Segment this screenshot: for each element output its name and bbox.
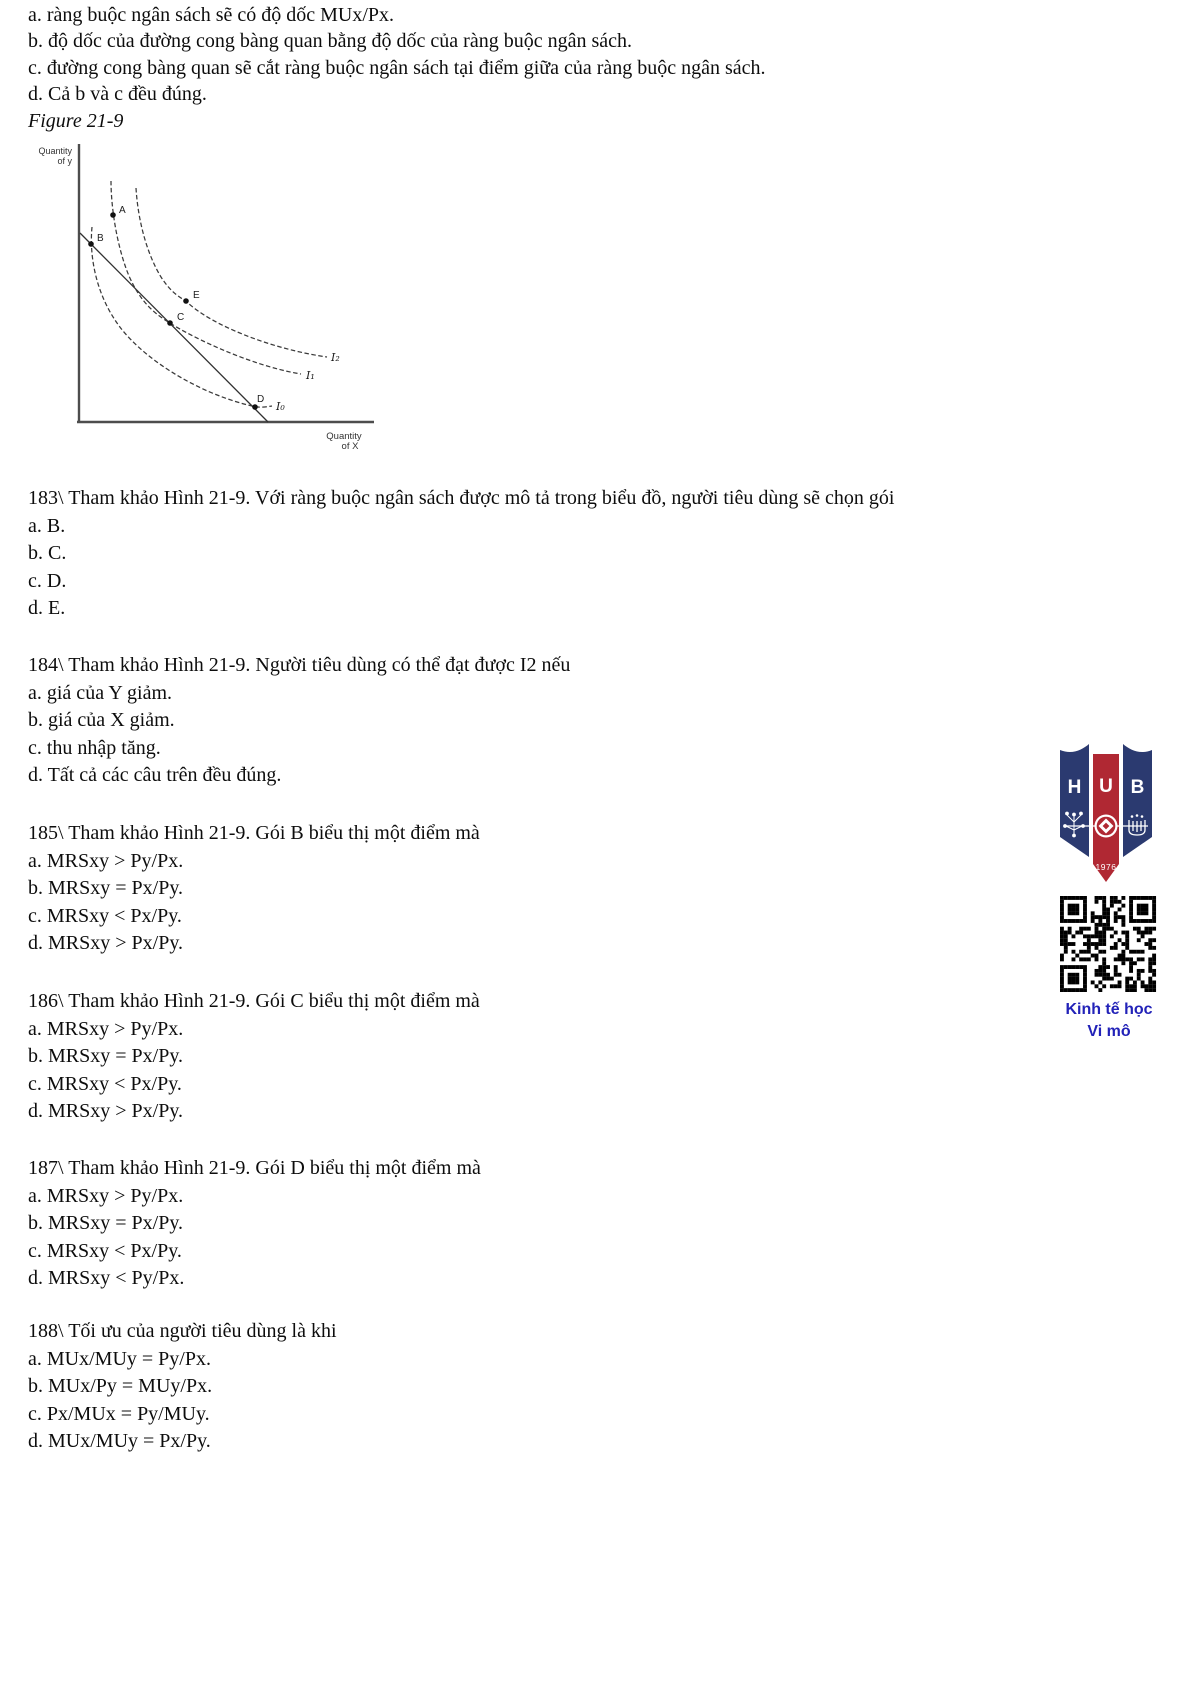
point-c-label: C: [177, 312, 185, 323]
qr-caption-line2: Vi mô: [1087, 1023, 1131, 1040]
point-b-label: B: [97, 233, 104, 244]
point-b-dot: [88, 241, 94, 247]
question-188: [28, 1318, 337, 1456]
question-185-option-a: a. MRSxy > Py/Px.: [28, 849, 184, 872]
question-186-text: 186\ Tham khảo Hình 21-9. Gói C biểu thị một điểm mà: [28, 990, 480, 1012]
qr-code: [1059, 896, 1157, 992]
figure-caption: Figure 21-9: [28, 109, 124, 132]
question-188-option-d: d. MUx/MUy = Px/Py.: [28, 1430, 211, 1452]
question-187-text: 187\ Tham khảo Hình 21-9. Gói D biểu thị một điểm mà: [28, 1157, 481, 1179]
question-186-option-a: a. MRSxy > Py/Px.: [28, 1017, 184, 1040]
x-axis-label-line1: Quantity: [326, 431, 362, 442]
point-c-dot: [167, 320, 173, 326]
logo-letter-b: B: [1130, 777, 1145, 798]
point-a-label: A: [119, 205, 126, 216]
coin-diamond-icon: [1095, 815, 1118, 838]
figure-21-9: [20, 133, 380, 455]
x-axis-label-line2: of X: [341, 441, 359, 452]
question-184-text: 184\ Tham khảo Hình 21-9. Người tiêu dùng có thể đạt được I2 nếu: [28, 654, 571, 676]
question-185: [28, 820, 480, 958]
question-188-option-a: a. MUx/MUy = Py/Px.: [28, 1347, 211, 1370]
question-184-option-a: a. giá của Y giảm.: [28, 681, 173, 704]
intro-option-a: a. ràng buộc ngân sách sẽ có độ dốc MUx/Px.: [28, 4, 395, 26]
hub-logo: [1060, 742, 1152, 890]
point-e-dot: [183, 298, 189, 304]
qr-caption: [1048, 999, 1170, 1043]
intro-option-d: d. Cả b và c đều đúng.: [28, 83, 207, 106]
y-axis-label-line1: Quantity: [38, 146, 72, 156]
question-185-text: 185\ Tham khảo Hình 21-9. Gói B biểu thị một điểm mà: [28, 822, 480, 844]
question-187: [28, 1155, 481, 1293]
intro-option-c: c. đường cong bàng quan sẽ cắt ràng buộc ngân sách tại điểm giữa của ràng buộc ngân sách.: [28, 56, 766, 79]
question-184-option-d: d. Tất cả các câu trên đều đúng.: [28, 764, 282, 786]
question-187-option-c: c. MRSxy < Px/Py.: [28, 1239, 182, 1262]
point-e-label: E: [193, 290, 200, 301]
question-183-option-a: a. B.: [28, 514, 66, 537]
logo-year: 1976: [1095, 862, 1117, 872]
question-183-text: 183\ Tham khảo Hình 21-9. Với ràng buộc ngân sách được mô tả trong biểu đồ, người tiêu dùng sẽ chọn gói: [28, 487, 895, 509]
question-188-option-c: c. Px/MUx = Py/MUy.: [28, 1402, 210, 1425]
question-187-option-b: b. MRSxy = Px/Py.: [28, 1212, 184, 1234]
question-186-option-c: c. MRSxy < Px/Py.: [28, 1072, 182, 1095]
question-184-option-b: b. giá của X giảm.: [28, 709, 175, 731]
question-188-option-b: b. MUx/Py = MUy/Px.: [28, 1375, 213, 1397]
point-a-dot: [110, 212, 116, 218]
question-188-text: 188\ Tối ưu của người tiêu dùng là khi: [28, 1320, 337, 1342]
question-185-option-c: c. MRSxy < Px/Py.: [28, 904, 182, 927]
question-183-option-d: d. E.: [28, 597, 66, 619]
y-axis-label-line2: of y: [57, 156, 72, 166]
curve-i0-label: I₀: [276, 400, 285, 413]
question-185-option-b: b. MRSxy = Px/Py.: [28, 877, 184, 899]
point-d-label: D: [257, 394, 265, 405]
logo-left-panel: [1060, 744, 1089, 857]
question-183: [28, 485, 894, 623]
logo-letter-h: H: [1067, 777, 1082, 798]
question-183-option-b: b. C.: [28, 542, 67, 564]
question-185-option-d: d. MRSxy > Px/Py.: [28, 932, 184, 954]
question-183-option-c: c. D.: [28, 569, 67, 592]
curve-i1-label: I₁: [306, 369, 315, 382]
logo-letter-u: U: [1099, 776, 1113, 797]
qr-caption-line1: Kinh tế học: [1065, 1001, 1153, 1018]
intro-options: [28, 2, 766, 134]
indifference-curve-i2: [136, 188, 327, 357]
budget-line: [80, 233, 268, 422]
question-186-option-d: d. MRSxy > Px/Py.: [28, 1100, 184, 1122]
question-186: [28, 988, 480, 1126]
question-186-option-b: b. MRSxy = Px/Py.: [28, 1045, 184, 1067]
point-d-dot: [252, 404, 258, 410]
curve-i2-label: I₂: [331, 351, 340, 364]
question-187-option-a: a. MRSxy > Py/Px.: [28, 1184, 184, 1207]
logo-right-panel: [1123, 744, 1152, 857]
question-184-option-c: c. thu nhập tăng.: [28, 736, 161, 759]
intro-option-b: b. độ dốc của đường cong bàng quan bằng độ dốc của ràng buộc ngân sách.: [28, 30, 633, 53]
question-187-option-d: d. MRSxy < Py/Px.: [28, 1267, 185, 1289]
question-184: [28, 652, 570, 790]
